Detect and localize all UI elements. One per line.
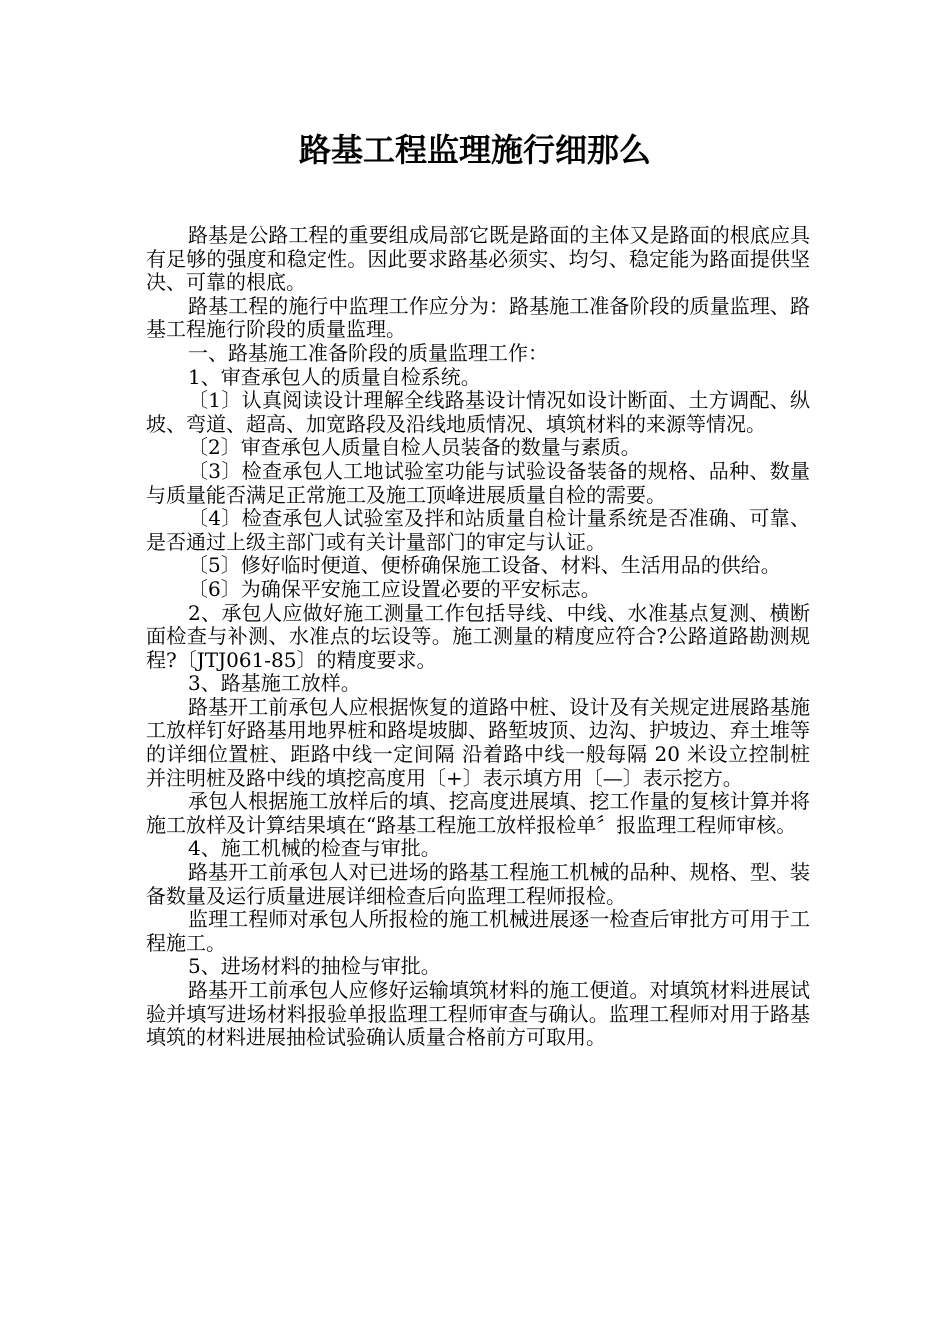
paragraph: 路基工程的施行中监理工作应分为：路基施工准备阶段的质量监理、路基工程施行阶段的质量监理。 bbox=[146, 293, 810, 342]
paragraph: 路基是公路工程的重要组成局部它既是路面的主体又是路面的根底应具有足够的强度和稳定性。因此要求路基必须实、均匀、稳定能为路面提供坚决、可靠的根底。 bbox=[146, 223, 810, 295]
subsection-heading: 3、路基施工放样。 bbox=[188, 671, 361, 696]
subsection-heading: 5、进场材料的抽检与审批。 bbox=[188, 954, 441, 979]
document-body bbox=[146, 224, 810, 1050]
subsection-heading: 1、审查承包人的质量自检系统。 bbox=[188, 364, 481, 389]
list-item: 〔5〕修好临时便道、便桥确保施工设备、材料、生活用品的供给。 bbox=[188, 553, 781, 578]
subsection-heading: 4、施工机械的检查与审批。 bbox=[188, 836, 441, 861]
list-item: 〔6〕为确保平安施工应设置必要的平安标志。 bbox=[188, 576, 601, 601]
paragraph: 路基开工前承包人应根据恢复的道路中桩、设计及有关规定进展路基施工放样钉好路基用地界桩和路堤坡脚、路堑坡顶、边沟、护坡边、弃土堆等的详细位置桩、距路中线一定间隔 沿着路中线一般每隔 20 米设立控制桩并注明桩及路中线的填挖高度用〔+〕表示填方用〔—〕表示挖方。 bbox=[146, 694, 810, 790]
list-item: 〔1〕认真阅读设计理解全线路基设计情况如设计断面、土方调配、纵坡、弯道、超高、加宽路段及沿线地质情况、填筑材料的来源等情况。 bbox=[146, 388, 810, 436]
list-item: 〔4〕检查承包人试验室及拌和站质量自检计量系统是否准确、可靠、是否通过上级主部门或有关计量部门的审定与认证。 bbox=[146, 506, 810, 554]
paragraph: 监理工程师对承包人所报检的施工机械进展逐一检查后审批方可用于工程施工。 bbox=[146, 907, 810, 955]
document-title: 路基工程监理施行细那么 bbox=[298, 131, 651, 169]
paragraph: 路基开工前承包人应修好运输填筑材料的施工便道。对填筑材料进展试验并填写进场材料报验单报监理工程师审查与确认。监理工程师对用于路基填筑的材料进展抽检试验确认质量合格前方可取用。 bbox=[146, 978, 810, 1050]
list-item: 〔2〕审查承包人质量自检人员装备的数量与素质。 bbox=[188, 435, 641, 460]
section-heading: 一、路基施工准备阶段的质量监理工作： bbox=[188, 340, 548, 365]
paragraph: 路基开工前承包人对已进场的路基工程施工机械的品种、规格、型、装备数量及运行质量进展详细检查后向监理工程师报检。 bbox=[146, 860, 810, 908]
subsection-heading: 2、承包人应做好施工测量工作包括导线、中线、水准基点复测、横断面检查与补测、水准点的坛设等。施工测量的精度应符合?公路道路勘测规程?〔JTJ061-85〕的精度要求。 bbox=[146, 600, 810, 672]
paragraph: 承包人根据施工放样后的填、挖高度进展填、挖工作量的复核计算并将施工放样及计算结果填在“路基工程施工放样报检单〞报监理工程师审核。 bbox=[146, 789, 810, 837]
list-item: 〔3〕检查承包人工地试验室功能与试验设备装备的规格、品种、数量与质量能否满足正常施工及施工顶峰进展质量自检的需要。 bbox=[146, 458, 810, 507]
